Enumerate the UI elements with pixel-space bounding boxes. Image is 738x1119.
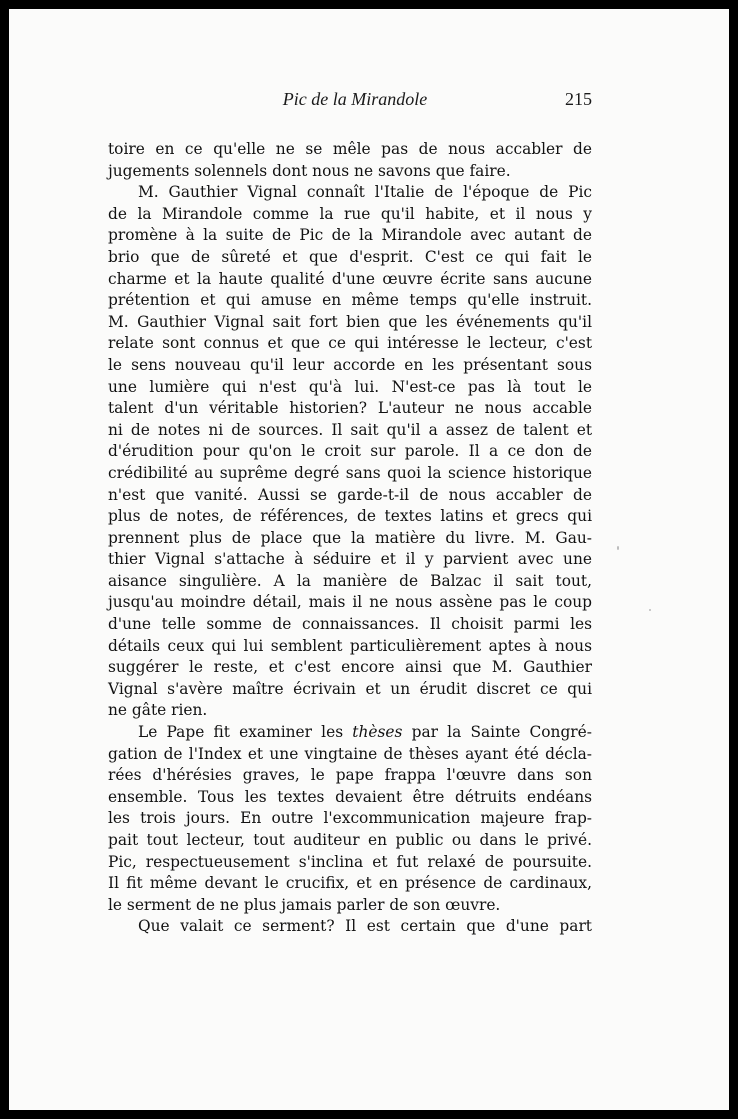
text-line: gation de l'Index et une vingtaine de thèses ayant été décla-: [108, 744, 592, 763]
text-line: relate sont connus et que ce qui intéresse le lecteur, c'est: [108, 334, 592, 353]
text-line: talent d'un véritable historien? L'auteur ne nous accable: [108, 399, 592, 418]
text-line: thier Vignal s'attache à séduire et il y parvient avec une: [108, 550, 592, 569]
text-line: prennent plus de place que la matière du livre. M. Gau-: [108, 528, 592, 547]
text-line: charme et la haute qualité d'une œuvre écrite sans aucune: [108, 269, 592, 288]
book-page: [9, 9, 729, 1110]
body-text: [108, 139, 592, 938]
text-line: Vignal s'avère maître écrivain et un érudit discret ce qui: [108, 679, 592, 698]
text-line: plus de notes, de références, de textes latins et grecs qui: [108, 507, 592, 526]
paper-speck: [617, 546, 619, 550]
italic-word: thèses: [352, 723, 403, 742]
text-line: ensemble. Tous les textes devaient être détruits endéans: [108, 787, 592, 806]
text-line: rées d'hérésies graves, le pape frappa l'œuvre dans son: [108, 766, 592, 785]
text-line: prétention et qui amuse en même temps qu'elle instruit.: [108, 291, 592, 310]
text-line: toire en ce qu'elle ne se mêle pas de nous accabler de: [108, 140, 592, 158]
text-line: une lumière qui n'est qu'à lui. N'est-ce pas là tout le: [108, 377, 592, 396]
text-segment: Le Pape fit examiner les: [138, 723, 344, 742]
text-line: M. Gauthier Vignal sait fort bien que les événements qu'il: [108, 312, 592, 331]
text-line: pait tout lecteur, tout auditeur en public ou dans le privé.: [108, 831, 592, 849]
text-line: ne gâte rien.: [108, 701, 208, 720]
text-segment: par la Sainte Congré-: [411, 723, 592, 742]
text-line: d'une telle somme de connaissances. Il choisit parmi les: [108, 615, 592, 634]
running-head: [108, 89, 592, 113]
text-line: crédibilité au suprême degré sans quoi la science historique: [108, 463, 592, 482]
text-line: les trois jours. En outre l'excommunication majeure frap-: [108, 809, 592, 828]
page-number: 215: [565, 89, 592, 109]
text-line: jusqu'au moindre détail, mais il ne nous assène pas le coup: [108, 593, 592, 612]
text-line: d'érudition pour qu'on le croit sur parole. Il a ce don de: [108, 442, 592, 461]
text-line: jugements solennels dont nous ne savons que faire.: [108, 161, 511, 180]
text-line: ni de notes ni de sources. Il sait qu'il a assez de talent et: [108, 420, 592, 439]
text-line: promène à la suite de Pic de la Mirandole avec autant de: [108, 226, 592, 245]
running-head-title: Pic de la Mirandole: [282, 89, 428, 109]
text-line: suggérer le reste, et c'est encore ainsi que M. Gauthier: [108, 658, 592, 677]
text-line: n'est que vanité. Aussi se garde-t-il de nous accabler de: [108, 485, 592, 504]
text-line: aisance singulière. A la manière de Balzac il sait tout,: [108, 571, 592, 590]
text-line: le serment de ne plus jamais parler de son œuvre.: [108, 895, 501, 914]
text-line: Il fit même devant le crucifix, et en présence de cardinaux,: [108, 874, 592, 893]
text-line: Pic, respectueusement s'inclina et fut relaxé de poursuite.: [108, 852, 592, 871]
text-line: [108, 722, 592, 744]
text-line: brio que de sûreté et que d'esprit. C'est ce qui fait le: [108, 247, 592, 266]
text-line: Que valait ce serment? Il est certain que d'une part: [138, 917, 592, 936]
paper-speck: [649, 609, 651, 611]
text-line: de la Mirandole comme la rue qu'il habite, et il nous y: [108, 204, 592, 223]
text-line: le sens nouveau qu'il leur accorde en les présentant sous: [108, 355, 592, 374]
text-line: M. Gauthier Vignal connaît l'Italie de l'époque de Pic: [138, 183, 592, 202]
text-line: détails ceux qui lui semblent particulièrement aptes à nous: [108, 636, 592, 655]
